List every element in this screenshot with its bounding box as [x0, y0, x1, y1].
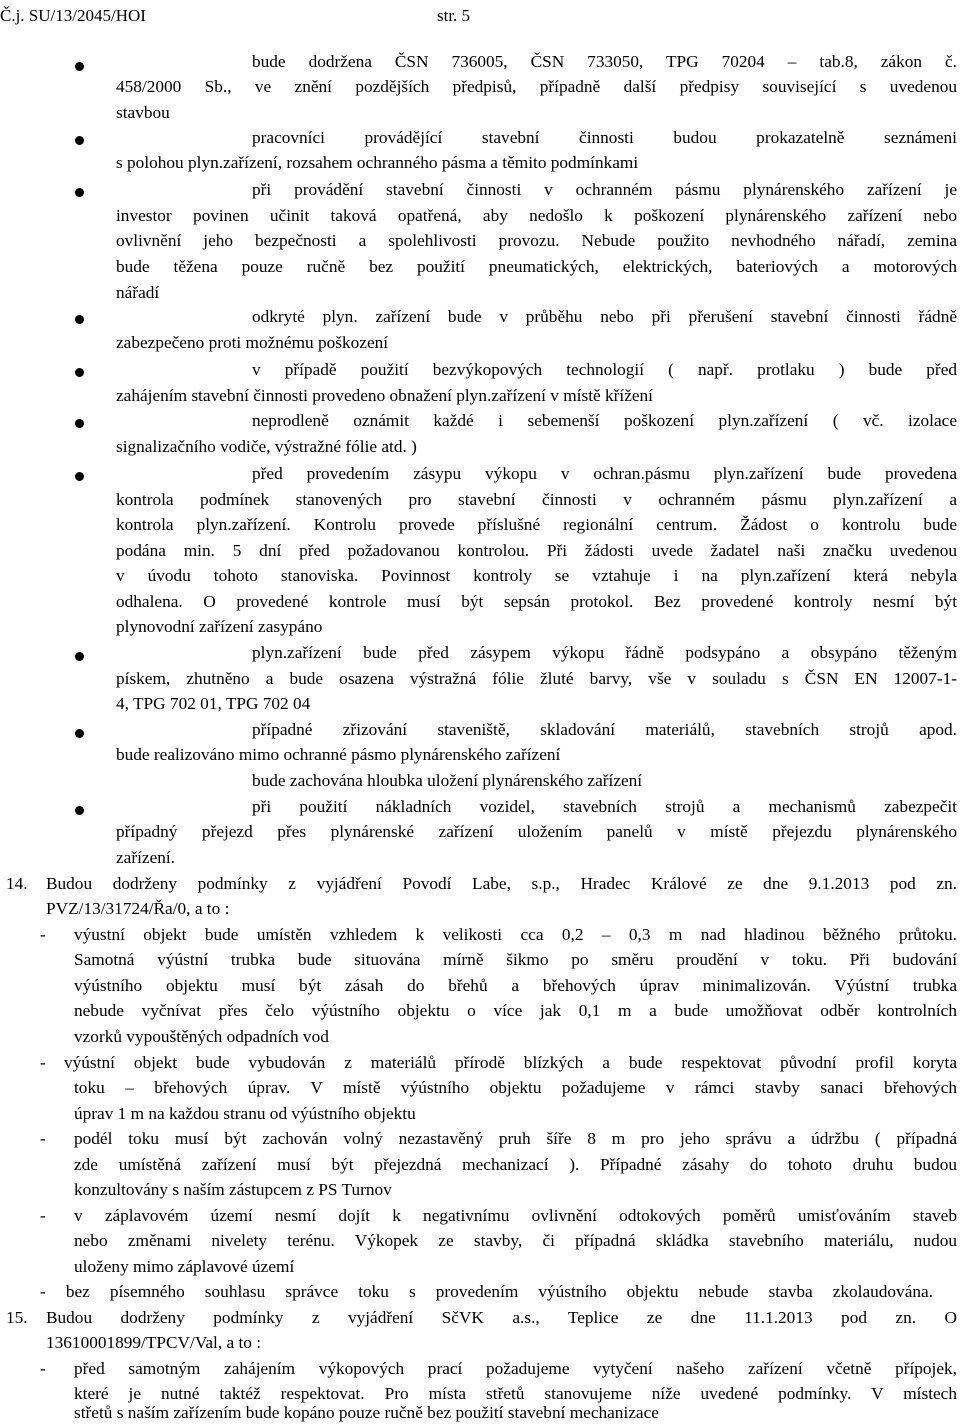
- page-number: str. 5: [437, 6, 471, 25]
- dash-marker: -: [40, 1359, 46, 1378]
- dash-marker: -: [40, 1206, 46, 1225]
- bullet-marker: [75, 652, 84, 661]
- item-number: 14.: [6, 874, 28, 893]
- bullet-marker: [75, 472, 84, 481]
- bullet-marker: [75, 368, 84, 377]
- bullet-marker: [75, 136, 84, 145]
- reference-number: Č.j. SU/13/2045/HOI: [0, 6, 146, 25]
- bullet-marker: [75, 62, 84, 71]
- dash-marker: -: [40, 1129, 46, 1148]
- item-number: 15.: [6, 1308, 28, 1327]
- dash-marker: -: [40, 1053, 46, 1072]
- bullet-marker: [75, 729, 84, 738]
- dash-marker: -: [40, 925, 46, 944]
- bullet-marker: [75, 188, 84, 197]
- bullet-marker: [75, 419, 84, 428]
- bullet-marker: [75, 315, 84, 324]
- document-page: Č.j. SU/13/2045/HOI str. 5 bude dodržena ČSN 736005, ČSN 733050, TPG 70204 – tab.8, zákon č. 458/2000 Sb., ve znění pozdějších předpisů, případně další předpisy související s uvedenou stavbou pracovníci provádějící stavební činnosti budou prokazatelně seznámeni s polohou plyn.zařízení, rozsahem ochranného pásma a těmito podmínkami při provádění stavební činnosti v ochranném pásmu plynárenského zařízení je investor povinen učinit taková opatřená, aby nedošlo k poškození plynárenského zařízení nebo ovlivnění jeho bezpečnosti a spolehlivosti provozu. Nebude použito nevhodného nářadí, zemina bude těžena pouze ručně bez použití pneumatických, elektrických, bateriových a motorových nářadí odkryté plyn. zařízení bude v průběhu nebo při přerušení stavební činnosti řádně zabezpečeno proti možnému poškození v případě použití bezvýkopových technologií ( např. protlaku ) bude před zahájením stavební činnosti provedeno obnažení plyn.zařízení v místě křížení neprodleně oznámit každé i sebemenší poškození plyn.zařízení ( vč. izolace signalizačního vodiče, výstražné fólie atd. ) před provedením zásypu výkopu v ochran.pásmu plyn.zařízení bude provedena kontrola podmínek stanovených pro stavební činnosti v ochranném pásmu plyn.zařízení a kontrola plyn.zařízení. Kontrolu provede příslušné regionální centrum. Žádost o kontrolu bude podána min. 5 dní před požadovanou kontrolou. Při žádosti uvede žadatel naši značku uvedenou v úvodu tohoto stanoviska. Povinnost kontroly se vztahuje i na plyn.zařízení která nebyla odhalena. O provedené kontrole musí být sepsán protokol. Bez provedené kontroly nesmí být plynovodní zařízení zasypáno plyn.zařízení bude před zásypem výkopu řádně podsypáno a obsypáno těženým pískem, zhutněno a bude osazena výstražná fólie žluté barvy, vše v souladu s ČSN EN 12007-1- 4, TPG 702 01, TPG 702 04 případné zřizování staveniště, skladování materiálů, stavebních strojů apod. bude realizováno mimo ochranné pásmo plynárenského zařízení bude zachována hloubka uložení plynárenského zařízení při použití nákladních vozidel, stavebních strojů a mechanismů zabezpečit případný přejezd přes plynárenské zařízení uložením panelů v místě přejezdu plynárenského zařízení. 14. Budou dodrženy podmínky z vyjádření Povodí Labe, s.p., Hradec Králové ze dne 9.1.2013 pod zn. PVZ/13/31724/Řa/0, a to : - výustní objekt bude umístěn vzhledem k velikosti cca 0,2 – 0,3 m nad hladinou běžného průtoku. Samotná výústní trubka bude situována mírně šikmo po směru proudění v toku. Při budování výústního objektu musí být zásah do břehů a břehových úprav minimalizován. Výústní trubka nebude vyčnívat přes čelo výústního objektu o více jak 0,1 m a bude umožňovat odběr kontrolních vzorků vypouštěných odpadních vod - výústní objekt bude vybudován z materiálů přírodě blízkých a bude respektovat původní profil koryta toku – břehových úprav. V místě výústního objektu požadujeme v rámci stavby sanaci břehových úprav 1 m na každou stranu od výústního objektu - podél toku musí být zachován volný nezastavěný pruh šíře 8 m pro jeho správu a údržbu ( případná zde umístěná zařízení musí být přejezdná mechanizací ). Případné zásahy do tohoto druhu budou konzultovány s naším zástupcem z PS Turnov - v záplavovém území nesmí dojít k negativnímu ovlivnění odtokových poměrů umisťováním staveb nebo změnami nivelety terénu. Výkopek ze stavby, či případná skládka stavebního materiálu, nudou uloženy mimo záplavové území - bez písemného souhlasu správce toku s provedením výústního objektu nebude stavba zkolaudována. 15. Budou dodrženy podmínky z vyjádření SčVK a.s., Teplice ze dne 11.1.2013 pod zn. O 13610001899/TPCV/Val, a to : - před samotným zahájením výkopových prací požadujeme vytyčení našeho zařízení včetně přípojek, které je nutné taktéž respektovat. Pro místa střetů stanovujeme níže uvedené podmínky. V místech střetů s naším zařízením bude kopáno pouze ručně bez použití stavební mechanizace: [0, 6, 957, 1422]
- bullet-marker: [75, 806, 84, 815]
